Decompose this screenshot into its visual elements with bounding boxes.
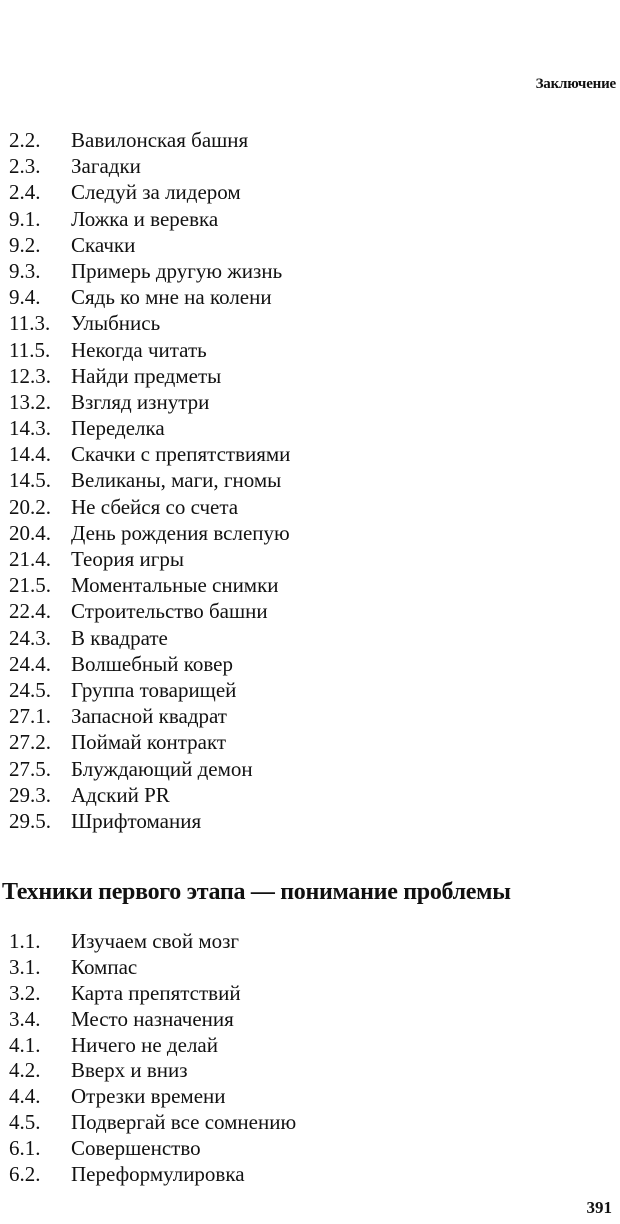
item-number: 4.2. [9, 1058, 41, 1083]
item-number: 2.3. [9, 154, 41, 179]
item-title: Запасной квадрат [71, 704, 227, 729]
item-title: Место назначения [71, 1006, 234, 1031]
item-title: Загадки [71, 154, 141, 179]
item-number: 3.4. [9, 1006, 41, 1031]
list-item [9, 258, 609, 284]
list-item [9, 232, 609, 258]
list-item [9, 677, 609, 703]
item-number: 9.1. [9, 206, 41, 231]
item-number: 12.3. [9, 363, 51, 388]
item-title: Группа товарищей [71, 677, 237, 702]
list-item [9, 127, 609, 153]
item-number: 27.1. [9, 704, 51, 729]
item-title: Шрифтомания [71, 808, 202, 833]
item-number: 9.3. [9, 258, 41, 283]
technique-list-continued [9, 127, 609, 834]
item-number: 21.4. [9, 547, 51, 571]
list-item [9, 310, 609, 336]
item-title: Великаны, маги, гномы [71, 468, 282, 493]
item-number: 24.3. [9, 625, 51, 650]
item-title: Строительство башни [71, 599, 268, 624]
item-number: 14.4. [9, 442, 51, 467]
list-item [9, 1136, 609, 1162]
item-number: 9.4. [9, 285, 41, 310]
list-item [9, 1084, 609, 1110]
list-item [9, 1162, 609, 1188]
list-item [9, 625, 609, 651]
item-number: 1.1. [9, 929, 41, 953]
item-title: Взгляд изнутри [71, 389, 210, 414]
item-number: 11.5. [9, 337, 51, 362]
item-title: Сядь ко мне на колени [71, 285, 272, 310]
item-number: 20.2. [9, 494, 51, 519]
list-item [9, 929, 609, 955]
item-title: Некогда читать [71, 337, 207, 362]
item-title: Вавилонская башня [71, 128, 249, 152]
item-title: Следуй за лидером [71, 180, 241, 205]
item-title: В квадрате [71, 625, 168, 650]
list-item [9, 389, 609, 415]
list-item [9, 206, 609, 232]
item-number: 20.4. [9, 520, 51, 545]
list-item [9, 1110, 609, 1136]
item-title: Не сбейся со счета [71, 494, 239, 519]
item-number: 27.2. [9, 730, 51, 755]
list-item [9, 441, 609, 467]
list-item [9, 1007, 609, 1033]
list-item [9, 494, 609, 520]
item-title: Улыбнись [71, 311, 161, 336]
list-item [9, 415, 609, 441]
item-title: Скачки [71, 232, 136, 257]
item-title: Компас [71, 954, 138, 979]
item-title: Отрезки времени [71, 1084, 226, 1109]
list-item [9, 808, 609, 834]
item-title: Адский PR [71, 782, 170, 807]
list-item [9, 467, 609, 493]
item-number: 22.4. [9, 599, 51, 624]
list-item [9, 363, 609, 389]
item-number: 2.4. [9, 180, 41, 205]
item-number: 3.1. [9, 954, 41, 979]
item-title: Карта препятствий [71, 980, 241, 1005]
item-title: Поймай контракт [71, 730, 227, 755]
list-item [9, 153, 609, 179]
item-number: 27.5. [9, 756, 51, 781]
page-number: 391 [586, 1198, 612, 1217]
item-number: 11.3. [9, 311, 51, 336]
item-title: Ничего не делай [71, 1032, 218, 1057]
item-number: 29.3. [9, 782, 51, 807]
item-title: Переделка [71, 416, 165, 441]
item-number: 4.1. [9, 1032, 41, 1057]
item-title: Волшебный ковер [71, 651, 233, 676]
list-item [9, 756, 609, 782]
list-item [9, 651, 609, 677]
item-title: Подвергай все сомнению [71, 1110, 297, 1135]
list-item [9, 1033, 609, 1059]
item-title: Изучаем свой мозг [71, 929, 240, 953]
item-number: 4.5. [9, 1110, 41, 1135]
item-number: 13.2. [9, 389, 51, 414]
item-title: Примерь другую жизнь [71, 258, 283, 283]
item-number: 6.2. [9, 1162, 41, 1187]
item-number: 2.2. [9, 128, 41, 152]
item-title: Ложка и веревка [71, 206, 219, 231]
list-item [9, 703, 609, 729]
item-title: Скачки с препятствиями [71, 442, 291, 467]
list-item [9, 598, 609, 624]
section-heading: Техники первого этапа — понимание проблемы [2, 879, 511, 905]
item-number: 29.5. [9, 808, 51, 833]
item-title: Блуждающий демон [71, 756, 253, 781]
list-item [9, 729, 609, 755]
item-number: 6.1. [9, 1136, 41, 1161]
item-title: День рождения вслепую [71, 520, 290, 545]
running-header: Заключение [535, 76, 616, 92]
item-number: 24.4. [9, 651, 51, 676]
item-number: 4.4. [9, 1084, 41, 1109]
item-number: 24.5. [9, 677, 51, 702]
list-item [9, 546, 609, 572]
item-title: Найди предметы [71, 363, 222, 388]
item-number: 9.2. [9, 232, 41, 257]
item-number: 14.3. [9, 416, 51, 441]
technique-list-stage-one [9, 929, 609, 1188]
list-item [9, 179, 609, 205]
item-number: 21.5. [9, 573, 51, 598]
item-title: Моментальные снимки [71, 573, 279, 598]
list-item [9, 1058, 609, 1084]
item-title: Совершенство [71, 1136, 201, 1161]
list-item [9, 520, 609, 546]
list-item [9, 955, 609, 981]
item-number: 3.2. [9, 980, 41, 1005]
list-item [9, 284, 609, 310]
item-title: Вверх и вниз [71, 1058, 188, 1083]
list-item [9, 981, 609, 1007]
list-item [9, 337, 609, 363]
item-title: Теория игры [71, 547, 184, 571]
item-number: 14.5. [9, 468, 51, 493]
list-item [9, 782, 609, 808]
list-item [9, 572, 609, 598]
item-title: Переформулировка [71, 1162, 245, 1187]
